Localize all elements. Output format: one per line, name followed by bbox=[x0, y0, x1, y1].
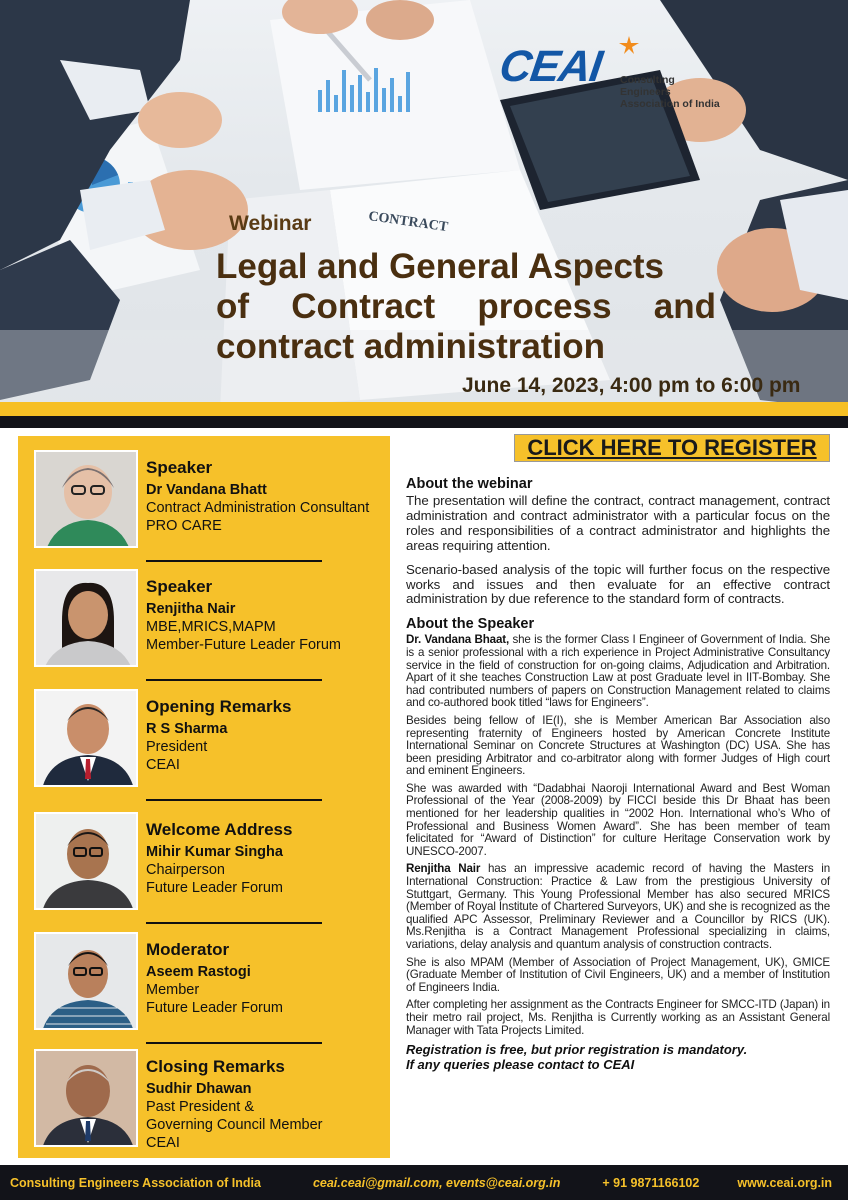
speakers-panel bbox=[18, 436, 390, 1158]
divider-rule bbox=[146, 560, 322, 562]
speaker-detail: PRO CARE bbox=[146, 518, 222, 534]
speaker-detail: CEAI bbox=[146, 757, 180, 773]
speaker-photo bbox=[34, 1049, 138, 1147]
speaker-name: Dr Vandana Bhatt bbox=[146, 482, 267, 498]
about-webinar-paragraph: The presentation will define the contract, contract management, contract administration and contract administrator with a particular focus on the roles and responsibilities of a contract administrator and highlights the areas requiring attention. bbox=[406, 493, 830, 553]
footer-organization: Consulting Engineers Association of India bbox=[10, 1175, 261, 1190]
about-webinar-heading: About the webinar bbox=[406, 476, 533, 492]
contact-note: If any queries please contact to CEAI bbox=[406, 1057, 635, 1073]
speaker-photo bbox=[34, 569, 138, 667]
registration-note: Registration is free, but prior registration is mandatory. bbox=[406, 1042, 748, 1058]
speaker-detail: Past President & bbox=[146, 1099, 254, 1115]
speaker-bio-paragraph: After completing her assignment as the Contracts Engineer for SMCC-ITD (Japan) in their metro rail project, Ms. Renjitha is Currently working as an Assistant General Manager with Tata Projects Limited. bbox=[406, 998, 830, 1037]
divider-rule bbox=[146, 922, 322, 924]
speaker-detail: MBE,MRICS,MAPM bbox=[146, 619, 276, 635]
speaker-bio-paragraph: She was awarded with “Dadabhai Naoroji International Award and Best Woman Professional of the Year (2008-2009) by FICCI beside this Dr Bhaat has been mentioned for her leadership qualities in “2002 Hon. International who’s Who of Professional and Business Women Award”. She has been member of team felicitated for “Award of Distinction” for culture Heritage Conservation work by UNESCO-2007. bbox=[406, 781, 830, 858]
svg-text:CONTRACT: CONTRACT bbox=[367, 209, 449, 236]
divider-dark bbox=[0, 416, 848, 428]
speaker-name: Mihir Kumar Singha bbox=[146, 844, 283, 860]
speaker-name: Aseem Rastogi bbox=[146, 964, 251, 980]
speaker-detail: Contract Administration Consultant bbox=[146, 500, 370, 516]
speaker-role: Welcome Address bbox=[146, 820, 293, 839]
speaker-bio-paragraph: She is also MPAM (Member of Association of Project Management, UK), GMICE (Graduate Member of Institution of Civil Engineers, UK) and a member of Institution of Engineers India. bbox=[406, 955, 830, 994]
speaker-detail: Member-Future Leader Forum bbox=[146, 637, 342, 653]
title-line-2: of Contract process and bbox=[216, 287, 716, 326]
speaker-detail: Member bbox=[146, 982, 200, 998]
speaker-info bbox=[146, 697, 386, 774]
about-speaker-heading: About the Speaker bbox=[406, 616, 535, 633]
speaker-bio-paragraph: Dr. Vandana Bhaat, she is the former Class I Engineer of Government of India. She is a senior professional with a rich experience in Project Administrative Consultancy service in the field of construction for on-going claims, Adjudication and Arbitration. Apart of it she teaches Construction Law at post Graduate level in IIT-Bombay. She had contributed numbers of papers on Construction Management related to claims and co-authored book titled “laws for Engineers”. bbox=[406, 633, 830, 710]
footer-email-link[interactable]: ceai.ceai@gmail.com, events@ceai.org.in bbox=[312, 1175, 561, 1190]
speaker-bio-paragraph: Besides being fellow of IE(I), she is Member American Bar Association also representing fraternity of Engineers hosted by American Concrete Institute International Seminar on Concrete Structures at Washington (DC) USA. She has been presiding Arbitrator and co-arbitrator along with former Judges of High court and eminent Engineers. bbox=[406, 713, 830, 778]
register-button[interactable]: CLICK HERE TO REGISTER bbox=[514, 434, 830, 462]
speaker-detail: Chairperson bbox=[146, 862, 225, 878]
speaker-info bbox=[146, 458, 386, 535]
speaker-info bbox=[146, 577, 386, 654]
speaker-detail: President bbox=[146, 739, 208, 755]
speaker-detail: Governing Council Member bbox=[146, 1117, 323, 1133]
hero-banner bbox=[0, 0, 848, 415]
main-content bbox=[406, 476, 830, 1072]
speaker-photo bbox=[34, 812, 138, 910]
speaker-detail: CEAI bbox=[146, 1135, 180, 1151]
speaker-info bbox=[146, 940, 386, 1017]
speaker-name: Renjitha Nair bbox=[146, 601, 236, 617]
speaker-role: Closing Remarks bbox=[146, 1057, 285, 1076]
footer-website-link[interactable]: www.ceai.org.in bbox=[737, 1175, 833, 1190]
speaker-name: Sudhir Dhawan bbox=[146, 1081, 252, 1097]
footer-bar bbox=[0, 1165, 848, 1200]
speaker-info bbox=[146, 1057, 386, 1152]
speaker-photo bbox=[34, 932, 138, 1030]
page-title bbox=[216, 247, 716, 367]
logo-subtitle: Consulting Engineers Association of India bbox=[620, 74, 720, 110]
title-line-1: Legal and General Aspects bbox=[216, 247, 665, 286]
speaker-role: Moderator bbox=[146, 940, 230, 959]
about-webinar-paragraph: Scenario-based analysis of the topic will further focus on the respective works and issues and then evaluate for an effective contract administration by due reference to the standard form of contracts. bbox=[406, 561, 830, 607]
divider-rule bbox=[146, 1042, 322, 1044]
speaker-photo bbox=[34, 450, 138, 548]
speaker-name: R S Sharma bbox=[146, 721, 228, 737]
footer-phone[interactable]: + 91 9871166102 bbox=[602, 1175, 700, 1190]
speaker-role: Opening Remarks bbox=[146, 697, 292, 716]
logo-text: CEAI bbox=[496, 42, 605, 91]
speaker-role: Speaker bbox=[146, 577, 213, 596]
divider-yellow bbox=[0, 402, 848, 416]
divider-rule bbox=[146, 679, 322, 681]
event-date: June 14, 2023, 4:00 pm to 6:00 pm bbox=[462, 374, 801, 397]
speaker-info bbox=[146, 820, 386, 897]
speaker-bio-paragraph: Renjitha Nair has an impressive academic record of having the Masters in International Construction: Practice & Law from the prestigious University of Stuttgart, Germany. This Young Professional Member has also secured MRICS (Member of Royal Institute of Chartered Surveyors, UK) and she is recognized as the qualified APC Assessor, Preliminary Reviewer and a Councillor by RICS (UK). Ms.Renjitha is a Contract Management Professional specializing in claims, variations, delay analysis and quantum analysis of construction contracts. bbox=[406, 862, 830, 951]
title-line-3: contract administration bbox=[216, 327, 605, 366]
speaker-photo bbox=[34, 689, 138, 787]
speaker-role: Speaker bbox=[146, 458, 213, 477]
ceai-logo bbox=[496, 34, 720, 110]
speaker-detail: Future Leader Forum bbox=[146, 1000, 284, 1016]
logo-star-icon bbox=[618, 36, 640, 54]
webinar-label: Webinar bbox=[229, 212, 312, 235]
speaker-detail: Future Leader Forum bbox=[146, 880, 284, 896]
divider-rule bbox=[146, 799, 322, 801]
